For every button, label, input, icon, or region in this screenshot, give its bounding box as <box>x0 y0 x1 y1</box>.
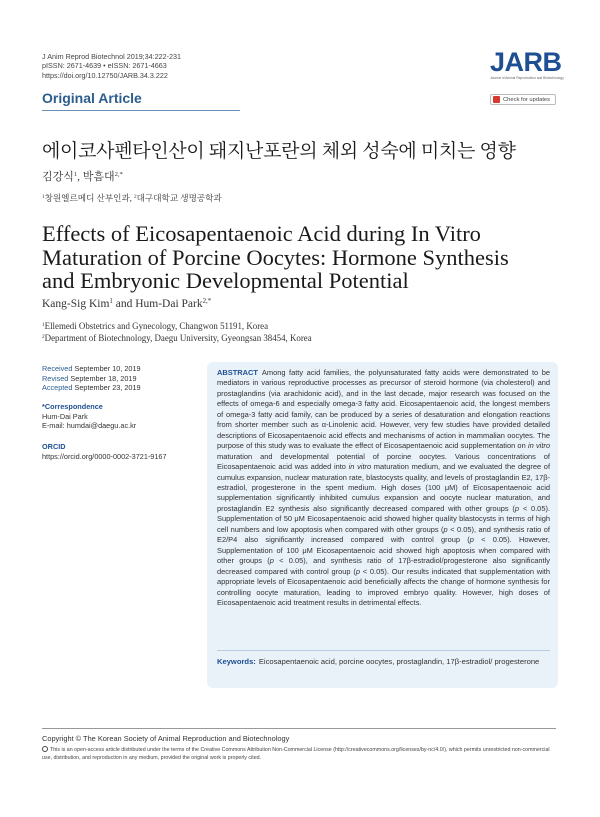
accepted-label: Accepted <box>42 383 73 393</box>
license-text: This is an open-access article distributed under the terms of the Creative Commons Attribution Non-Commercial License (http://creativecommons.org/licenses/by-nc/4.0/), which permits unrestricted non-commercial use, distribution, and reproduction in any medium, provided the original work is properly cited. <box>42 747 550 761</box>
english-title-line-1: Effects of Eicosapentaenoic Acid during In Vitro <box>42 221 481 246</box>
article-dates <box>42 364 141 393</box>
abstract-p-2: p <box>443 524 448 534</box>
english-affil-1-sup: 1 <box>42 322 45 329</box>
korean-author-separator: , <box>77 171 83 183</box>
orcid-link[interactable]: https://orcid.org/0000-0002-3721-9167 <box>42 451 167 461</box>
journal-issn: pISSN: 2671-4639 • eISSN: 2671-4663 <box>42 61 167 71</box>
abstract-box <box>207 362 558 688</box>
english-author-2-sup: 2,* <box>202 298 212 306</box>
received-label: Received <box>42 364 73 373</box>
journal-meta <box>42 52 181 80</box>
keywords-divider <box>217 650 550 651</box>
received-value: September 10, 2019 <box>74 364 141 373</box>
correspondence <box>42 402 136 431</box>
journal-doi-link[interactable]: https://doi.org/10.12750/JARB.34.3.222 <box>42 70 168 80</box>
abstract-p-5: p <box>355 566 360 576</box>
english-affil-line-2 <box>42 333 312 345</box>
english-affil-line-1 <box>42 321 312 333</box>
journal-logo <box>490 47 564 80</box>
korean-affil-2-sup: 2 <box>134 194 137 201</box>
accepted-value: September 23, 2019 <box>74 383 141 393</box>
footer-divider <box>42 728 556 729</box>
journal-logo-tagline: Journal of Animal Reproduction and Biotechnology <box>490 76 564 80</box>
english-author-1: Kang-Sig Kim <box>42 298 110 310</box>
keywords-text: Eicosapentaenoic acid, porcine oocytes, prostaglandin, 17β-estradiol/ progesterone <box>258 657 540 666</box>
abstract-part-1: Among fatty acid families, the polyunsaturated fatty acids were demonstrated to be mediators in various reproductive processes as precursor of steroid hormone (via cholesterol) and prostaglandins (via arachidonic acid), and in the last decade, major research was focused on the effects of omega-6 and especially omega-3 fatty acid. Eicosapentaenoic acid, the longest members of omega-3 fatty acid family, can be produced by a series of desaturation and elongation reactions from shorter member such as <box>217 368 550 430</box>
korean-author-2: 박흠대 <box>82 171 115 183</box>
article-type: Original Article <box>42 90 142 106</box>
abstract-p-1: p <box>514 503 520 513</box>
english-affiliations <box>42 321 312 344</box>
korean-affil-1: 창원엘르메디 산부인과, <box>44 193 135 203</box>
abstract-part-3: maturation and developmental potential of porcine oocytes. Various concentrations of Eicosapentaenoic acid was added into <box>217 451 550 472</box>
correspondence-name: Hum-Dai Park <box>42 411 88 421</box>
copyright: Copyright © The Korean Society of Animal Reproduction and Biotechnology <box>42 734 290 743</box>
english-author-1-sup: 1 <box>109 298 113 306</box>
korean-author-1-sup: 1 <box>73 171 78 179</box>
check-for-updates-label: Check for updates <box>503 96 551 103</box>
korean-author-2-sup: 2,* <box>114 171 123 179</box>
abstract-part-4: maturation medium, and we evaluated the degree of cumulus expansion, nuclear maturation rate, blastocysts quality, and levels of prostaglandin E2, 17β-estradiol, progesterone in the spent medium. High doses (100 μM) of Eicosapentaenoic acid supplementation significantly inhibited cumulus expansion and oocyte nuclear maturation, and prostaglandin E2 synthesis also significantly decreased compared with other groups ( <box>217 462 551 513</box>
korean-authors <box>42 168 123 184</box>
abstract-p-4: p <box>269 556 274 566</box>
journal-logo-text: JARB <box>490 47 562 77</box>
keywords <box>217 656 550 667</box>
revised-value: September 18, 2019 <box>70 373 137 383</box>
korean-title: 에이코사펜타인산이 돼지난포란의 체외 성숙에 미치는 영향 <box>42 141 516 162</box>
abstract-in-vitro-1: in vitro <box>527 441 551 451</box>
english-affil-1: Ellemedi Obstetrics and Gynecology, Changwon 51191, Korea <box>44 321 269 331</box>
abstract-part-5: < 0.05). Supplementation of 50 μM Eicosapentaenoic acid showed higher quality blastocysts in terms of high cell numbers and low apoptosis when compared with other groups ( <box>217 503 550 534</box>
korean-affil-2: 대구대학교 생명공학과 <box>136 193 222 203</box>
journal-citation: J Anim Reprod Biotechnol 2019;34:222-231 <box>42 52 182 61</box>
correspondence-heading: *Correspondence <box>42 402 103 411</box>
abstract-part-9: < 0.05). Our results indicated that supplementation with appropriate levels of Eicosapentaenoic acid beneficially affects the change of hormone synthesis for controlling oocyte maturation, leading to improved embryo quality. However, high doses of Eicosapentaenoic acid treatment results in detrimental effects. <box>217 566 551 607</box>
abstract-alpha: α <box>321 420 327 430</box>
korean-author-1: 김강식 <box>42 171 74 183</box>
revised-label: Revised <box>42 373 69 383</box>
english-author-separator: and <box>112 298 136 310</box>
article-type-divider <box>42 110 240 111</box>
crossmark-icon <box>493 96 500 103</box>
check-for-updates-button[interactable] <box>490 94 556 105</box>
abstract-p-3: p <box>469 535 474 545</box>
abstract-in-vitro-2: in vitro <box>348 462 372 472</box>
orcid <box>42 442 167 461</box>
abstract-part-7: < 0.05). However, Supplementation of 100 μM Eicosapentaenoic acid showed high apoptosis when compared with other groups ( <box>217 535 550 566</box>
english-affil-2: Department of Biotechnology, Daegu University, Gyeongsan 38454, Korea <box>44 332 312 343</box>
english-title <box>42 222 572 293</box>
correspondence-email[interactable]: E-mail: humdai@daegu.ac.kr <box>42 421 137 431</box>
abstract-part-2: -Linolenic acid. However, very few studies have provided detailed descriptions of Eicosapentaenoic acid effects and mechanisms of action in mammalian oocytes. The purpose of this study was to evaluate the effect of Eicosapentaenoic acid supplementation on <box>217 420 550 451</box>
accepted-date <box>42 383 141 393</box>
creative-commons-icon <box>42 746 48 752</box>
revised-date <box>42 374 141 384</box>
english-authors <box>42 298 211 310</box>
abstract-part-8: < 0.05), and synthesis ratio of 17β-estradiol/progesterone also significantly decreased compared with control group ( <box>217 556 550 576</box>
korean-affil-1-sup: 1 <box>42 194 45 201</box>
orcid-heading: ORCID <box>42 442 66 451</box>
english-title-line-3: and Embryonic Developmental Potential <box>42 268 409 293</box>
abstract-part-6: < 0.05), and synthesis ratio of E2/P4 also significantly increased compared with control group ( <box>217 524 551 545</box>
korean-affiliations <box>42 192 222 204</box>
license-notice <box>42 746 558 763</box>
keywords-label: Keywords: <box>217 657 256 666</box>
received-date <box>42 364 141 374</box>
english-author-2: Hum-Dai Park <box>135 298 203 310</box>
abstract-text <box>217 368 550 608</box>
english-title-line-2: Maturation of Porcine Oocytes: Hormone Synthesis <box>42 244 509 270</box>
english-affil-2-sup: 2 <box>42 333 45 340</box>
abstract-label: ABSTRACT <box>217 368 258 377</box>
